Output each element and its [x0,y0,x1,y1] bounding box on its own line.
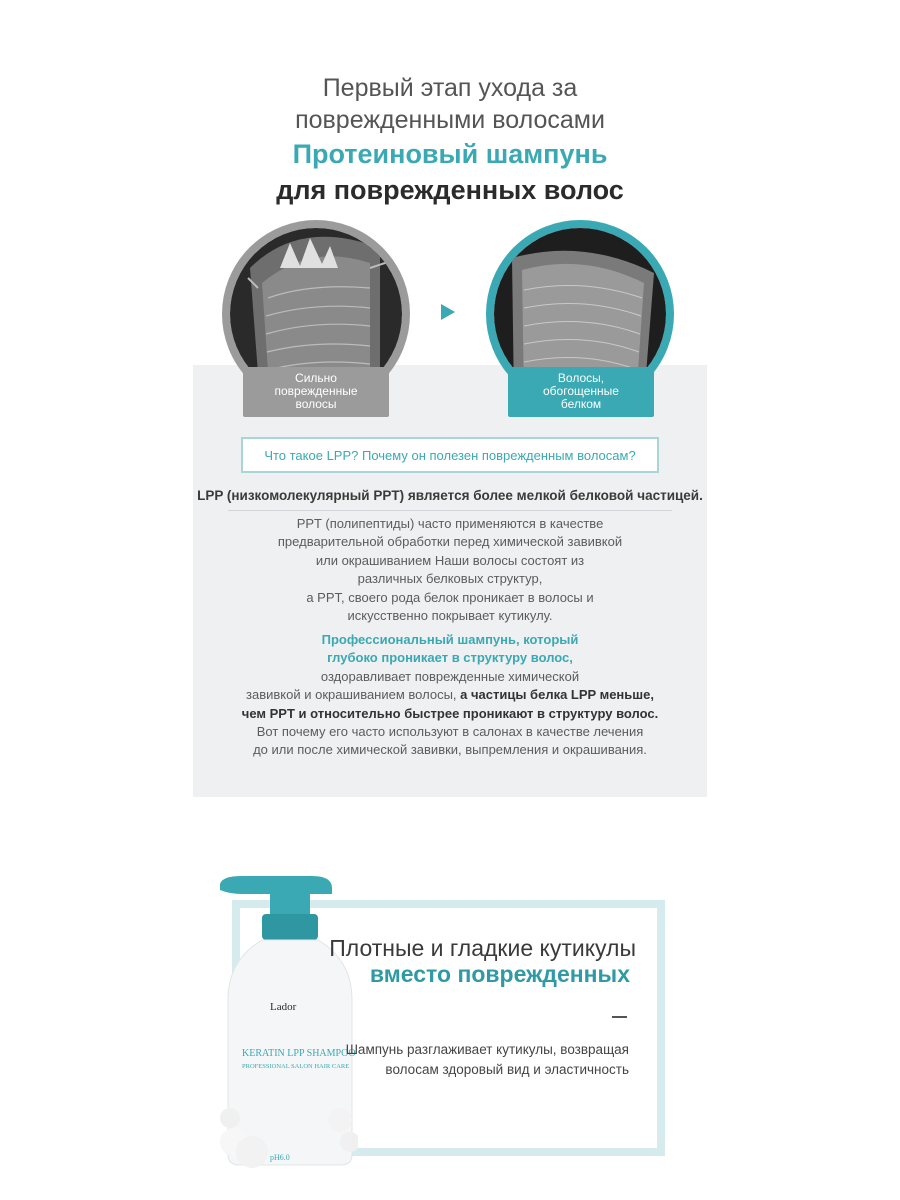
text-line: различных белковых структур, [357,571,543,587]
text-line: искусственно покрывает кутикулу. [347,608,553,624]
product-subtitle: для поврежденных волос [276,175,624,205]
arrow-right-icon [441,304,455,320]
headline-line-1: Первый этап ухода за [322,74,578,102]
damaged-label-line: волосы [295,397,337,411]
bold-fragment: а частицы белка LPP меньше, [460,687,654,703]
healthy-label-line: Волосы, [557,371,605,385]
healthy-label-line: белком [560,397,602,411]
lead-statement: LPP (низкомолекулярный PPT) является более мелкой белковой частицей. [197,488,703,503]
dash-divider [612,1016,627,1018]
description-line: волосам здоровый вид и эластичность [385,1062,629,1077]
feature-title-accent: вместо поврежденных [369,961,630,987]
healthy-label-line: обогощенные [543,384,619,398]
divider [228,510,672,511]
text-line: PPT (полипептиды) часто применяются в качестве [296,516,604,531]
text-line: или окрашиванием Наши волосы состоят из [315,552,585,568]
text-line: а PPT, своего рода белок проникает в волосы и [306,589,594,605]
damaged-label-line: поврежденные [274,384,358,398]
highlight-line: Профессиональный шампунь, который [321,632,579,647]
text-line [193,686,707,704]
bottle-ph: pH6.0 [270,1153,290,1162]
headline [0,72,900,208]
question-text: Почему он полезен поврежденным волосам? [362,447,636,463]
text-line: до или после химической завивки, выпремления и окрашивания. [253,742,647,758]
text-fragment: завивкой и окрашиванием волосы, [246,687,461,703]
question-highlight: Что такое LPP? [264,447,359,463]
healthy-hair-label [508,367,654,417]
text-line: предварительной обработки перед химической завивкой [277,534,623,550]
bottle-name: KERATIN LPP SHAMPOO [242,1048,356,1059]
bottle-brand: Lador [270,1001,297,1013]
feature-title: Плотные и гладкие кутикулы [329,935,636,961]
description-line: Шампунь разглаживает кутикулы, возвращая [345,1042,629,1057]
product-title: Протеиновый шампунь [292,139,608,169]
damaged-hair-label [243,367,389,417]
paragraph-shampoo [193,631,707,760]
headline-line-2: поврежденными волосами [295,106,605,134]
bold-line: чем PPT и относительно быстрее проникают в структуру волос. [241,705,659,721]
highlight-line: глубоко проникает в структуру волос, [327,650,573,666]
paragraph-ppt [193,515,707,625]
bottle-subname: PROFESSIONAL SALON HAIR CARE [242,1063,350,1070]
text-line: Вот почему его часто используют в салонах в качестве лечения [256,724,644,740]
shampoo-bottle-image [212,870,358,1170]
feature-description [300,1040,629,1080]
damaged-label-line: Сильно [295,371,337,385]
text-line: оздоравливает поврежденные химической [320,668,580,684]
question-box [241,437,659,473]
